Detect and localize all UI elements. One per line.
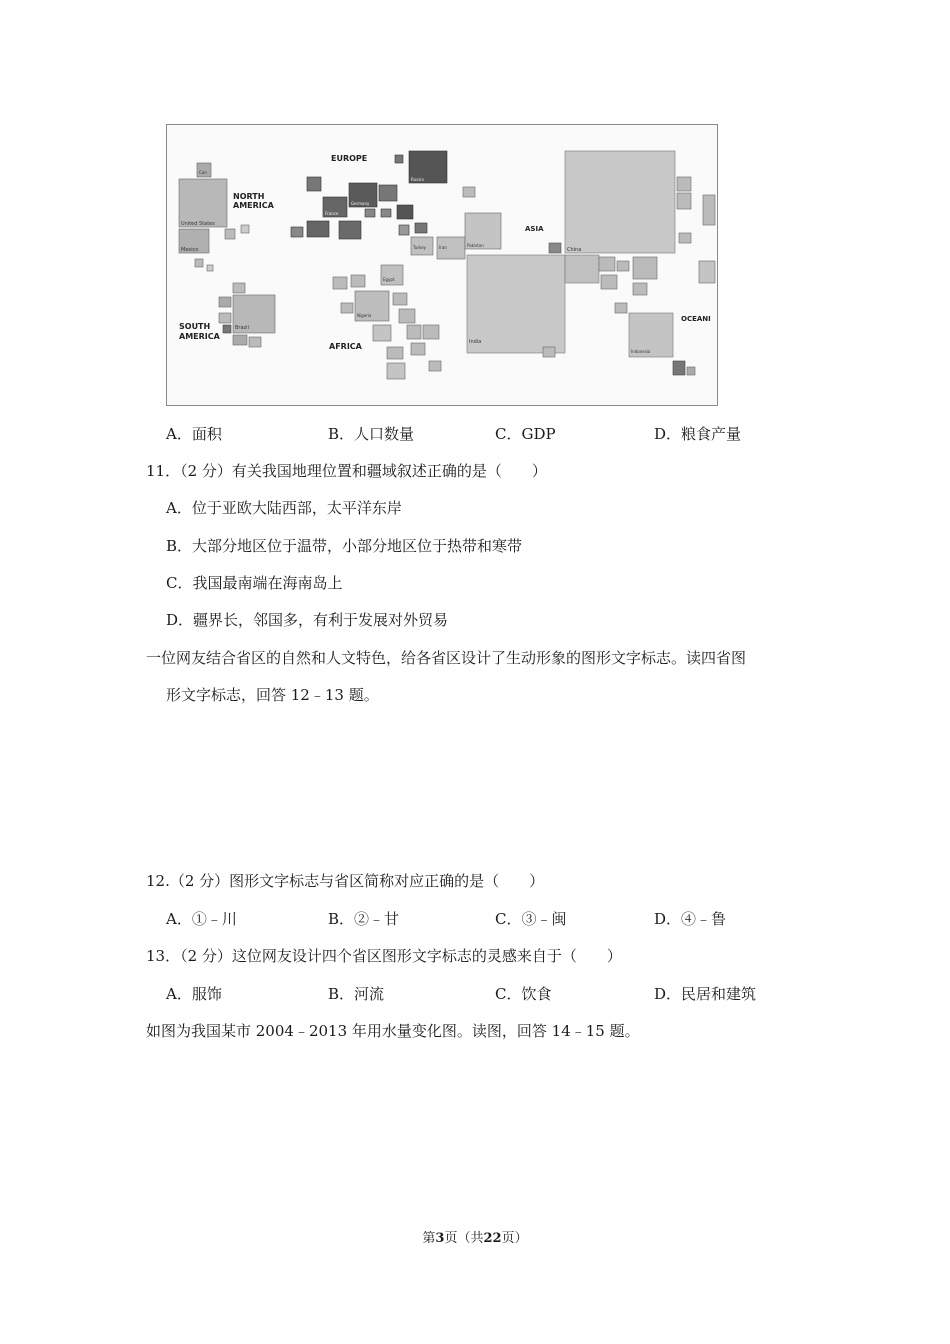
option-letter: D． (654, 985, 682, 1003)
country-box (241, 225, 249, 233)
country-box (225, 229, 235, 239)
country-box (339, 221, 361, 239)
option-letter: B． (328, 425, 355, 443)
country-box (291, 227, 303, 237)
country-box (351, 275, 365, 287)
country-box (395, 155, 403, 163)
country-box (429, 361, 441, 371)
page-footer (0, 1230, 950, 1248)
country-box (379, 185, 397, 201)
option-letter: C． (495, 985, 522, 1003)
country-box (387, 347, 403, 359)
q10-option-c (495, 424, 556, 444)
option-letter: A． (166, 910, 192, 928)
country-box (373, 325, 391, 341)
q10-option-a (166, 424, 222, 444)
country-box (381, 265, 403, 285)
country-box (195, 259, 203, 267)
country-box (219, 297, 231, 307)
option-letter: D． (654, 910, 682, 928)
region-label-line: NORTH (233, 192, 265, 201)
q11-option-d: D．疆界长，邻国多，有利于发展对外贸易 (166, 611, 449, 629)
country-label: Russia (411, 177, 424, 182)
country-label: Germany (351, 201, 370, 206)
country-box (307, 221, 329, 237)
q11-option-a: A．位于亚欧大陆西部，太平洋东岸 (166, 499, 402, 517)
country-box (399, 225, 409, 235)
q12-option-a (166, 909, 237, 929)
country-label: Iran (439, 245, 447, 250)
q11-stem: 11．（2 分）有关我国地理位置和疆域叙述正确的是（ ） (146, 462, 547, 480)
option-text: 面积 (191, 425, 222, 443)
footer-mid: 页（共 (444, 1231, 484, 1246)
region-label (233, 192, 275, 210)
region-label: EUROPE (331, 154, 368, 163)
footer-suffix: 页） (501, 1231, 528, 1246)
country-box (673, 361, 685, 375)
option-text: 粮食产量 (681, 425, 742, 443)
country-box (601, 275, 617, 289)
q12-stem: 12.（2 分）图形文字标志与省区简称对应正确的是（ ） (146, 872, 545, 890)
country-label: Turkey (413, 245, 427, 250)
region-label-line: SOUTH (179, 322, 211, 331)
q13-option-a (166, 984, 222, 1004)
option-letter: C． (495, 425, 522, 443)
country-box (617, 261, 629, 271)
country-box (381, 209, 391, 217)
country-box (679, 233, 691, 243)
q10-option-b (328, 424, 414, 444)
option-text: 饮食 (521, 985, 552, 1003)
option-letter: A． (166, 985, 192, 1003)
option-letter: B． (328, 985, 355, 1003)
country-box (223, 325, 231, 333)
option-text: ④﹣鲁 (681, 910, 727, 928)
option-text: 民居和建筑 (681, 985, 757, 1003)
country-label: Nigeria (357, 313, 372, 318)
country-box (307, 177, 321, 191)
intro-12-13-line1: 一位网友结合省区的自然和人文特色，给各省区设计了生动形象的图形文字标志。读四省图 (146, 649, 747, 667)
country-box (687, 367, 695, 375)
country-box (599, 257, 615, 271)
option-text: GDP (521, 425, 556, 443)
region-label: ASIA (525, 225, 544, 233)
q12-option-c (495, 909, 567, 929)
country-box (233, 283, 245, 293)
country-box (233, 335, 247, 345)
country-box (615, 303, 627, 313)
country-box (219, 313, 231, 323)
country-label: France (325, 211, 339, 216)
q12-option-b (328, 909, 399, 929)
country-box (543, 347, 555, 357)
q10-option-d (654, 424, 741, 444)
region-label: OCEANI (681, 315, 711, 323)
country-box (333, 277, 347, 289)
option-text: 人口数量 (354, 425, 415, 443)
option-letter: C． (495, 910, 522, 928)
country-box (699, 261, 715, 283)
option-text: 河流 (354, 985, 385, 1003)
q13-option-c (495, 984, 552, 1004)
country-label: China (567, 247, 582, 253)
footer-prefix: 第 (422, 1231, 436, 1246)
country-box (467, 255, 565, 353)
intro-14-15: 如图为我国某市 2004﹣2013 年用水量变化图。读图，回答 14﹣15 题。 (146, 1022, 640, 1040)
region-label: AFRICA (329, 342, 362, 351)
footer-page-number: 3 (435, 1231, 445, 1246)
cartogram-svg (167, 125, 717, 405)
country-box (393, 293, 407, 305)
country-label: India (469, 339, 482, 345)
option-letter: D． (654, 425, 682, 443)
country-label: United States (181, 221, 215, 227)
option-letter: B． (328, 910, 355, 928)
country-label: Pakistan (467, 243, 484, 248)
q11-option-b: B．大部分地区位于温带，小部分地区位于热带和寒带 (166, 537, 523, 555)
option-letter: A． (166, 425, 192, 443)
q12-option-d (654, 909, 726, 929)
q11-option-c: C．我国最南端在海南岛上 (166, 574, 343, 592)
country-box (549, 243, 561, 253)
country-box (341, 303, 353, 313)
country-label: Egypt (383, 277, 395, 282)
country-box (411, 343, 425, 355)
q13-stem: 13．（2 分）这位网友设计四个省区图形文字标志的灵感来自于（ ） (146, 947, 622, 965)
option-text: 服饰 (191, 985, 222, 1003)
country-box (565, 151, 675, 253)
country-box (387, 363, 405, 379)
region-label-line: AMERICA (179, 332, 220, 341)
country-box (565, 255, 599, 283)
country-box (207, 265, 213, 271)
option-text: ②﹣甘 (354, 910, 400, 928)
country-box (407, 325, 421, 339)
q13-option-b (328, 984, 384, 1004)
country-box (423, 325, 439, 339)
option-text: ③﹣闽 (521, 910, 567, 928)
country-box (399, 309, 415, 323)
option-text: ①﹣川 (191, 910, 237, 928)
country-box (397, 205, 413, 219)
country-box (179, 179, 227, 227)
country-box (365, 209, 375, 217)
region-label (179, 322, 221, 341)
country-box (463, 187, 475, 197)
intro-12-13-line2: 形文字标志，回答 12﹣13 题。 (166, 686, 379, 704)
region-label-line: AMERICA (233, 201, 274, 210)
country-box (633, 283, 647, 295)
country-box (249, 337, 261, 347)
country-label: Brazil (235, 325, 249, 331)
q13-option-d (654, 984, 756, 1004)
footer-total-pages: 22 (483, 1231, 502, 1246)
country-box (677, 193, 691, 209)
cartogram-figure (166, 124, 718, 406)
country-box (703, 195, 715, 225)
country-box (677, 177, 691, 191)
country-label: Mexico (181, 247, 199, 253)
country-box (415, 223, 427, 233)
country-label: Can (199, 170, 207, 175)
country-label: Indonesia (631, 349, 651, 354)
country-box (633, 257, 657, 279)
